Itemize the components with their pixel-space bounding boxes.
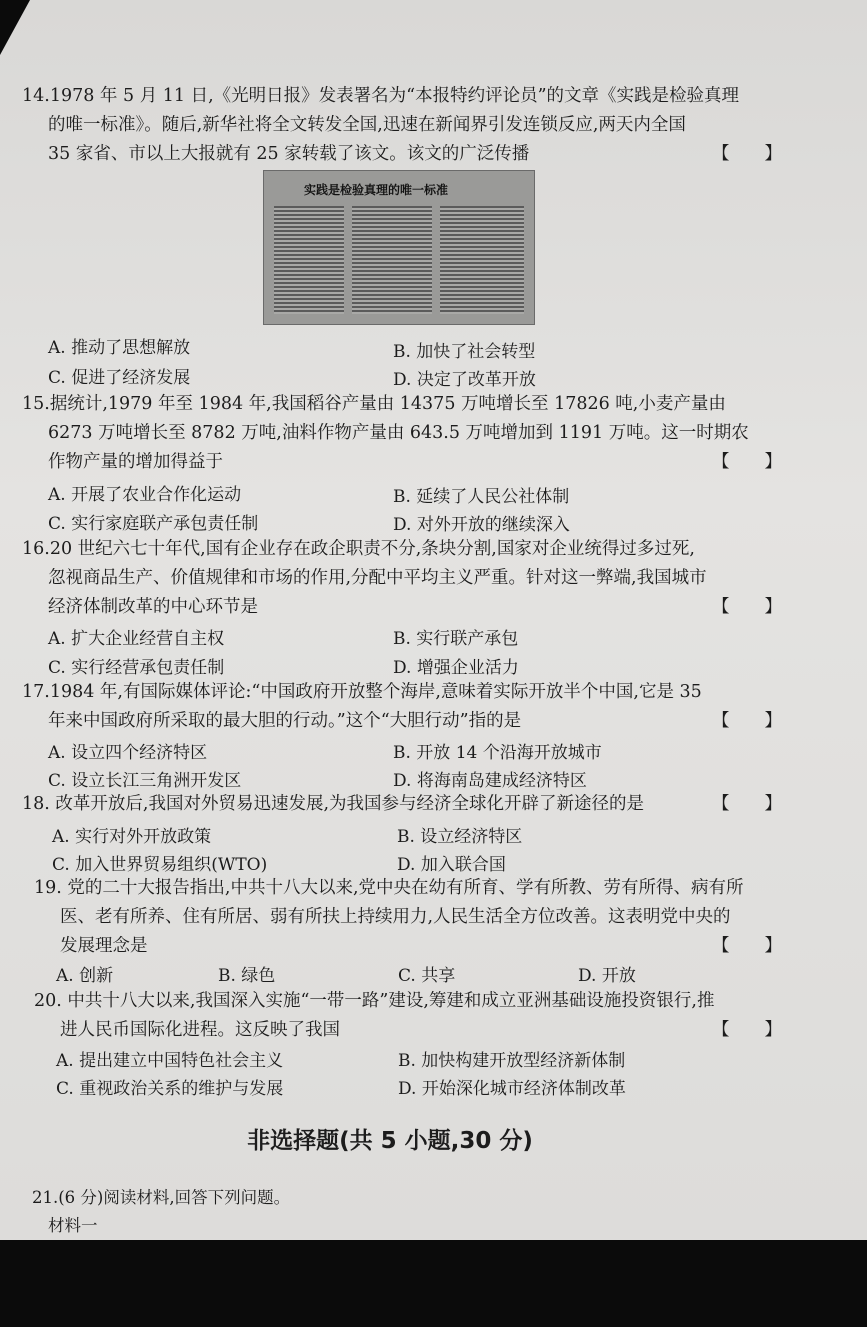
newspaper-column (440, 206, 524, 314)
newspaper-headline: 实践是检验真理的唯一标准 (304, 183, 449, 197)
question-15-line-1: 15.据统计,1979 年至 1984 年,我国稻谷产量由 14375 万吨增长至 17826 吨,小麦产量由 (22, 394, 726, 414)
option-d: D. 加入联合国 (397, 855, 506, 875)
question-16-line-3 (22, 593, 782, 622)
question-20-line-1: 20. 中共十八大以来,我国深入实施“一带一路”建设,筹建和成立亚洲基础设施投资银行,推 (34, 991, 715, 1011)
option-d: D. 将海南岛建成经济特区 (393, 771, 587, 791)
option-a: A. 创新 (56, 966, 114, 986)
option-b: B. 开放 14 个沿海开放城市 (393, 743, 602, 763)
question-14-line-3 (22, 140, 782, 169)
option-d: D. 开放 (578, 966, 636, 986)
question-14 (22, 82, 782, 169)
question-17-line-2 (22, 707, 782, 736)
question-17-line-2-text: 年来中国政府所采取的最大胆的行动。”这个“大胆行动”指的是 (48, 711, 522, 731)
question-15-line-3 (22, 448, 782, 477)
question-18-line-1 (22, 790, 782, 819)
option-a: A. 推动了思想解放 (48, 338, 191, 358)
question-18 (22, 790, 782, 819)
question-19-line-3-text: 发展理念是 (60, 936, 148, 956)
material-label: 材料一 (48, 1216, 98, 1235)
newspaper-column (274, 206, 344, 314)
question-16 (22, 535, 782, 622)
question-19 (34, 874, 782, 961)
option-a: A. 实行对外开放政策 (52, 827, 212, 847)
option-a: A. 设立四个经济特区 (48, 743, 208, 763)
option-b: B. 加快构建开放型经济新体制 (398, 1051, 626, 1071)
question-15 (22, 390, 782, 477)
option-a: A. 提出建立中国特色社会主义 (56, 1051, 284, 1071)
question-16-line-1: 16.20 世纪六七十年代,国有企业存在政企职责不分,条块分割,国家对企业统得过多过死, (22, 539, 695, 559)
option-d: D. 对外开放的继续深入 (393, 515, 570, 535)
question-19-line-1: 19. 党的二十大报告指出,中共十八大以来,党中央在幼有所育、学有所教、劳有所得、病有所 (34, 878, 744, 898)
question-14-line-1: 14.1978 年 5 月 11 日,《光明日报》发表署名为“本报特约评论员”的文章《实践是检验真理 (22, 86, 740, 106)
answer-bracket: 【 】 (712, 936, 782, 956)
option-d: D. 决定了改革开放 (393, 370, 536, 390)
newspaper-column (352, 206, 432, 314)
newspaper-image (263, 170, 535, 325)
answer-bracket: 【 】 (712, 794, 782, 814)
option-b: B. 延续了人民公社体制 (393, 487, 570, 507)
question-16-line-2: 忽视商品生产、价值规律和市场的作用,分配中平均主义严重。针对这一弊端,我国城市 (48, 568, 707, 588)
question-15-line-3-text: 作物产量的增加得益于 (48, 452, 223, 472)
question-15-line-2: 6273 万吨增长至 8782 万吨,油料作物产量由 643.5 万吨增加到 1191 万吨。这一时期农 (48, 423, 749, 443)
option-c: C. 实行家庭联产承包责任制 (48, 514, 259, 534)
question-17 (22, 678, 782, 736)
answer-bracket: 【 】 (712, 452, 782, 472)
option-c: C. 实行经营承包责任制 (48, 658, 225, 678)
question-20 (34, 987, 782, 1045)
option-d: D. 开始深化城市经济体制改革 (398, 1079, 626, 1099)
photo-shadow (0, 0, 30, 55)
option-b: B. 加快了社会转型 (393, 342, 536, 362)
option-c: C. 设立长江三角洲开发区 (48, 771, 242, 791)
question-19-line-2: 医、老有所养、住有所居、弱有所扶上持续用力,人民生活全方位改善。这表明党中央的 (60, 907, 731, 927)
question-21: 21.(6 分)阅读材料,回答下列问题。 (32, 1188, 291, 1207)
option-c: C. 共享 (398, 966, 456, 986)
question-20-line-2 (34, 1016, 782, 1045)
question-20-line-2-text: 进人民币国际化进程。这反映了我国 (60, 1020, 340, 1040)
section-title: 非选择题(共 5 小题,30 分) (247, 1128, 533, 1154)
option-b: B. 实行联产承包 (393, 629, 519, 649)
question-16-line-3-text: 经济体制改革的中心环节是 (48, 597, 258, 617)
answer-bracket: 【 】 (712, 1020, 782, 1040)
question-14-line-2: 的唯一标准》。随后,新华社将全文转发全国,迅速在新闻界引发连锁反应,两天内全国 (48, 115, 686, 135)
option-a: A. 开展了农业合作化运动 (48, 485, 242, 505)
answer-bracket: 【 】 (712, 711, 782, 731)
question-17-line-1: 17.1984 年,有国际媒体评论:“中国政府开放整个海岸,意味着实际开放半个中国,它是 35 (22, 682, 702, 702)
option-b: B. 绿色 (218, 966, 276, 986)
option-b: B. 设立经济特区 (397, 827, 523, 847)
answer-bracket: 【 】 (712, 144, 782, 164)
question-19-line-3 (34, 932, 782, 961)
question-18-line-1-text: 18. 改革开放后,我国对外贸易迅速发展,为我国参与经济全球化开辟了新途径的是 (22, 794, 645, 814)
option-a: A. 扩大企业经营自主权 (48, 629, 225, 649)
option-d: D. 增强企业活力 (393, 658, 519, 678)
question-14-line-3-text: 35 家省、市以上大报就有 25 家转载了该文。该文的广泛传播 (48, 144, 530, 164)
option-c: C. 加入世界贸易组织(WTO) (52, 855, 268, 875)
answer-bracket: 【 】 (712, 597, 782, 617)
option-c: C. 重视政治关系的维护与发展 (56, 1079, 284, 1099)
option-c: C. 促进了经济发展 (48, 368, 191, 388)
